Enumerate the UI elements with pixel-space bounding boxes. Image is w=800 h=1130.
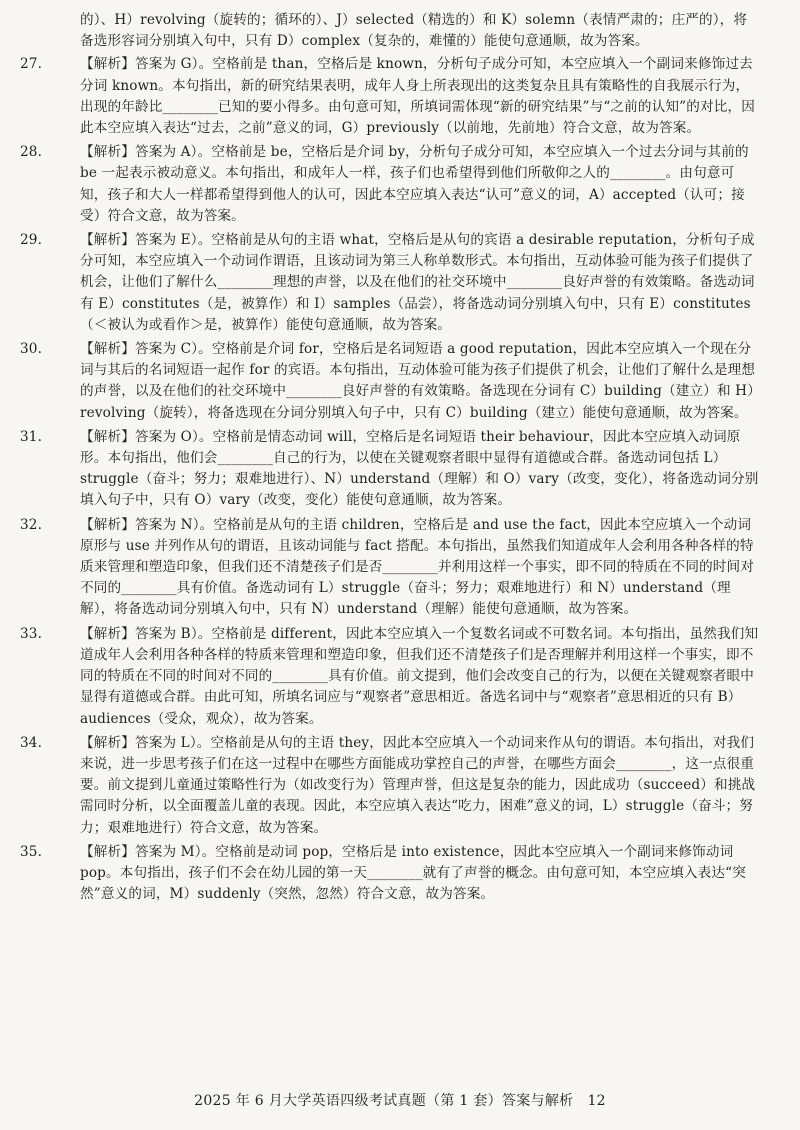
item-number: 35.	[20, 843, 43, 860]
item-number: 34.	[20, 734, 43, 751]
item-number: 33.	[20, 625, 43, 642]
item-number: 29.	[20, 232, 43, 249]
continued-paragraph: 的）、H）revolving（旋转的；循环的）、J）selected（精选的）和 K）solemn（表情严肃的；庄严的），将备选形容词分别填入句中，只有 D）complex（复杂的，难懂的）能使句意通顺，故为答案。	[80, 12, 748, 50]
item-number: 32.	[20, 516, 43, 533]
item-text: 【解析】答案为 A）。空格前是 be，空格后是介词 by，分析句子成分可知，本空应填入一个过去分词与其前的 be 一起表示被动意义。本句指出，和成年人一样，孩子们也希望得到他们所敬仰之人的________。由句意可知，孩子和大人一样都希望得到他人的认可，因此本空应填入表达“认可”意义的词，A）accepted（认可；接受）符合文意，故为答案。	[80, 144, 749, 224]
item-text: 【解析】答案为 E）。空格前是从句的主语 what，空格后是从句的宾语 a desirable reputation，分析句子成分可知，本空应填入一个动词作谓语，且该动词为第三人称单数形式。本句指出，互动体验可能为孩子们提供了机会，让他们了解什么________理想的声誉，以及在他们的社交环境中________良好声誉的有效策略。备选动词有 E）constitutes（是，被算作）和 I）samples（品尝），将备选动词分别填入句中，只有 E）constitutes（＜被认为或看作＞是，被算作）能使句意通顺，故为答案。	[80, 232, 755, 333]
page-footer	[0, 1090, 800, 1110]
item-number: 31.	[20, 428, 43, 445]
item-number: 28.	[20, 144, 43, 161]
item-text: 【解析】答案为 M）。空格前是动词 pop，空格后是 into existence，因此本空应填入一个副词来修饰动词 pop。本句指出，孩子们不会在幼儿园的第一天________就有了声誉的概念。由句意可知，本空应填入表达“突然”意义的词，M）suddenly（突然，忽然）符合文意，故为答案。	[80, 843, 746, 903]
item-text: 【解析】答案为 B）。空格前是 different，因此本空应填入一个复数名词或不可数名词。本句指出，虽然我们知道成年人会利用各种各样的特质来管理和塑造印象，但我们还不清楚孩子们是否理解并利用这样一个事实，即不同的特质在不同的时间对不同的________具有价值。前文提到，他们会改变自己的行为，以便在关键观察者眼中显得有道德或合群。由此可知，所填名词应与“观察者”意思相近。备选名词中与“观察者”意思相近的只有 B）audiences（受众，观众），故为答案。	[80, 625, 759, 727]
item-number: 27.	[20, 56, 43, 73]
explanation-item	[20, 142, 760, 227]
item-text: 【解析】答案为 O）。空格前是情态动词 will，空格后是名词短语 their behaviour，因此本空应填入动词原形。本句指出，他们会________自己的行为，以使在关键观察者眼中显得有道德或合群。备选动词包括 L）struggle（奋斗；努力；艰难地进行）、N）understand（理解）和 O）vary（改变，变化），将备选动词分别填入句子中，只有 O）vary（改变，变化）能使句意通顺，故为答案。	[80, 428, 759, 509]
explanation-item	[20, 54, 760, 139]
explanation-item	[20, 733, 760, 839]
explanation-item	[20, 842, 760, 906]
item-text: 【解析】答案为 C）。空格前是介词 for，空格后是名词短语 a good reputation，因此本空应填入一个现在分词与其后的名词短语一起作 for 的宾语。本句指出，互动体验可能为孩子们提供了机会，让他们了解什么是理想的声誉，以及在他们的社交环境中________良好声誉的有效策略。备选现在分词有 C）building（建立）和 H）revolving（旋转），将备选现在分词分别填入句子中，只有 C）building（建立）能使句意通顺，故为答案。	[80, 341, 756, 421]
item-text: 【解析】答案为 N）。空格前是从句的主语 children，空格后是 and use the fact，因此本空应填入一个动词原形与 use 并列作从句的谓语，且该动词能与 fact 搭配。本句指出，虽然我们知道成年人会利用各种各样的特质来管理和塑造印象，但我们还不清楚孩子们是否________并利用这样一个事实，即不同的特质在不同的时间对不同的________具有价值。备选动词有 L）struggle（奋斗；努力；艰难地进行）和 N）understand（理解），将备选动词分别填入句中，只有 N）understand（理解）能使句意通顺，故为答案。	[80, 516, 755, 618]
explanation-item	[20, 515, 760, 621]
explanation-item	[20, 230, 760, 336]
explanation-item	[20, 427, 760, 512]
item-text: 【解析】答案为 G）。空格前是 than，空格后是 known，分析句子成分可知，本空应填入一个副词来修饰过去分词 known。本句指出，新的研究结果表明，成年人身上所表现出的这类复杂且具有策略性的自我展示行为，出现的年龄比________已知的要小得多。由句意可知，所填词需体现“新的研究结果”与“之前的认知”的对比，因此本空应填入表达“过去，之前”意义的词，G）previously（以前地，先前地）符合文意，故为答案。	[80, 56, 755, 137]
explanation-item	[20, 624, 760, 730]
page-number: 12	[587, 1093, 606, 1109]
explanation-list	[20, 54, 760, 905]
item-text: 【解析】答案为 L）。空格前是从句的主语 they，因此本空应填入一个动词来作从句的谓语。本句指出，对我们来说，进一步思考孩子们在这一过程中在哪些方面能成功掌控自己的声誉，在哪些方面会________，这一点很重要。前文提到儿童通过策略性行为（如改变行为）管理声誉，但这是复杂的能力，因此成功（succeed）和挑战需同时分析，以全面覆盖儿童的表现。因此，本空应填入表达“吃力，困难”意义的词，L）struggle（奋斗；努力；艰难地进行）符合文意，故为答案。	[80, 734, 756, 836]
item-number: 30.	[20, 341, 43, 358]
explanation-item	[20, 339, 760, 424]
footer-title: 2025 年 6 月大学英语四级考试真题（第 1 套）答案与解析	[194, 1093, 574, 1109]
